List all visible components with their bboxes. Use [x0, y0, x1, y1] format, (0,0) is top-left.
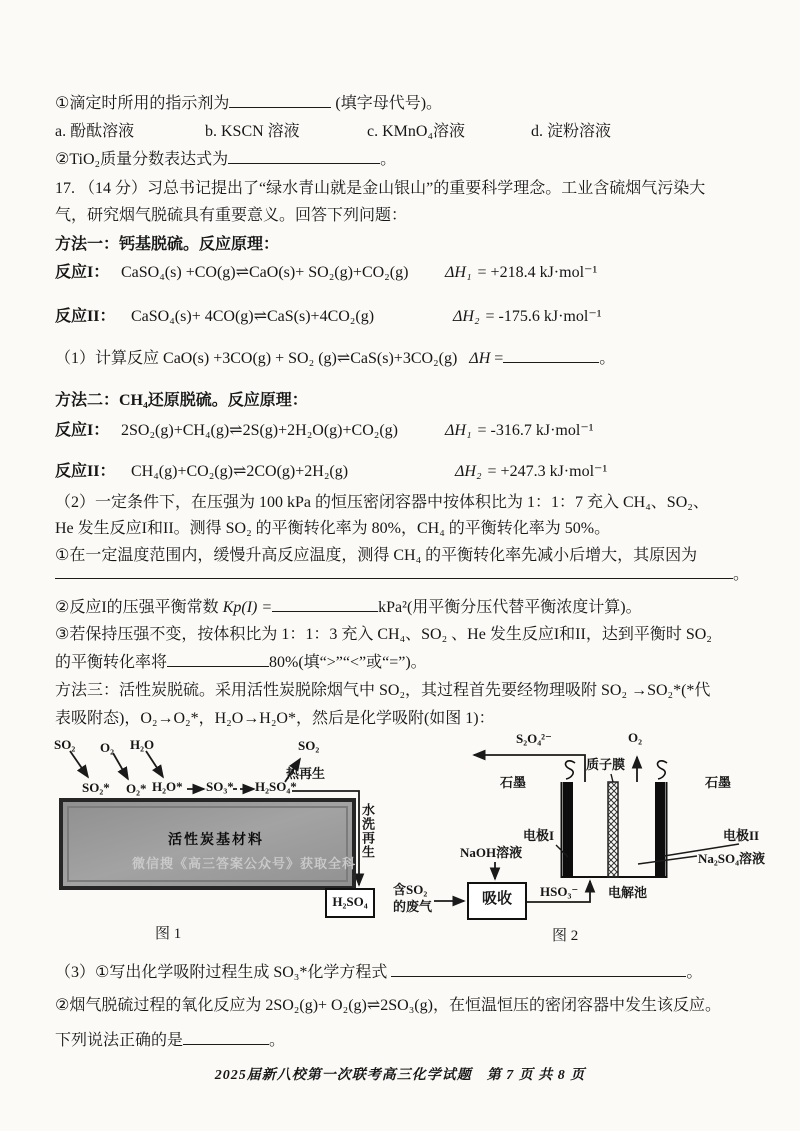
option-c: c. KMnO₄溶液: [367, 123, 466, 140]
delta-h2-value: = -175.6 kJ·mol⁻¹: [485, 308, 602, 325]
figure1-caption: 图 1: [155, 926, 182, 942]
answer-blank: [55, 564, 733, 579]
delta-h1-value: = +218.4 kJ·mol⁻¹: [477, 264, 598, 281]
proton-membrane-label: 质子膜: [586, 757, 626, 772]
figure2-electrolysis-diagram: [392, 725, 784, 958]
part2-q2-suffix: kPa²(用平衡分压代替平衡浓度计算)。: [378, 599, 642, 616]
delta-h1-value: = -316.7 kJ·mol⁻¹: [477, 422, 594, 439]
absorption-box-label: 吸收: [481, 891, 512, 907]
dithionite-product-label: S₂O₄²⁻: [516, 731, 552, 746]
answer-blank: [228, 149, 380, 164]
part2-q3-line1: ③若保持压强不变，按体积比为 1：1：3 充入 CH₄、SO₂ 、He 发生反应I和II，达到平衡时 SO₂: [55, 626, 712, 643]
graphite-left-label: 石墨: [500, 775, 527, 790]
part2-q3-prefix: 的平衡转化率将: [55, 654, 168, 671]
kp-symbol: Kp(I) =: [222, 599, 273, 616]
part3-q2: ②烟气脱硫过程的氧化反应为 2SO₂(g)+ O₂(g)⇌2SO₃(g)，在恒温恒压的密闭容器中发生该反应。: [55, 997, 721, 1014]
figure2-caption: 图 2: [552, 928, 579, 944]
part1-delta-h: ΔH: [469, 350, 491, 367]
part3-q3-prefix: 下列说法正确的是: [55, 1032, 184, 1049]
part2-q3-suffix: 80%(填“>”“<”或“=”)。: [269, 654, 427, 671]
q16-indicator-text: ①滴定时所用的指示剂为: [55, 95, 230, 112]
period: 。: [733, 566, 750, 583]
part1-equation: CaO(s) +3CO(g) + SO₂ (g)⇌CaS(s)+3CO₂(g): [163, 350, 458, 367]
reaction2-enthalpy: [453, 306, 602, 327]
o2-gas-label: O₂: [100, 740, 115, 755]
delta-h2-value: = +247.3 kJ·mol⁻¹: [487, 463, 608, 480]
part2-q2: [55, 597, 642, 618]
q16-indicator-line: [55, 93, 442, 114]
reaction2-label: 反应II：: [55, 308, 116, 325]
watermark-text: 微信搜《高三答案公众号》获取全科: [132, 856, 357, 871]
left-terminal-hook-icon: [566, 761, 575, 779]
answer-blank: [272, 597, 378, 612]
reaction2-enthalpy: [455, 461, 607, 482]
option-d: d. 淀粉溶液: [531, 123, 612, 140]
method3-line1: 方法三：活性炭脱硫。采用活性炭脱除烟气中 SO₂，其过程首先要经物理吸附 SO₂ →SO₂*(*代: [55, 682, 711, 699]
graphite-right-label: 石墨: [705, 775, 732, 790]
option-b: b. KSCN 溶液: [205, 123, 300, 140]
page-footer: 2025届新八校第一次联考高三化学试题 第 7 页 共 8 页: [214, 1068, 586, 1083]
part3-q3: [55, 1030, 285, 1051]
h2so4-product-label: H₂SO₄: [332, 894, 368, 909]
o2-product-label: O₂: [628, 730, 643, 745]
reaction2-label: 反应II：: [55, 463, 116, 480]
answer-blank: [183, 1030, 269, 1045]
reaction1-equation: CaSO₄(s) +CO(g)⇌CaO(s)+ SO₂(g)+CO₂(g): [121, 264, 409, 281]
part1-line: [55, 348, 615, 369]
so2-gas-label: SO₂: [54, 737, 76, 752]
method1-title: 方法一：钙基脱硫。反应原理：: [55, 236, 280, 253]
reaction1-enthalpy: [445, 420, 594, 441]
period: 。: [269, 1032, 286, 1049]
h2o-gas-label: H₂O: [130, 737, 155, 752]
part3-q1: [55, 962, 702, 983]
part2-q1: ①在一定温度范围内，缓慢升高反应温度，测得 CH₄ 的平衡转化率先减小后增大，其原因为: [55, 547, 698, 564]
waste-gas-label-line1: 含SO₂: [393, 882, 428, 897]
part3-q1-prefix: （3）①写出化学吸附过程生成 SO₃*化学方程式: [55, 964, 392, 981]
answer-blank: [391, 962, 686, 977]
part2-line2: He 发生反应I和II。测得 SO₂ 的平衡转化率为 80%，CH₄ 的平衡转化率为 50%。: [55, 520, 611, 537]
reaction2-equation: CaSO₄(s)+ 4CO(g)⇌CaS(s)+4CO₂(g): [131, 308, 375, 325]
electrode1-label: 电极I: [523, 828, 555, 843]
waste-gas-label-line2: 的废气: [393, 899, 433, 914]
delta-h1: ΔH₁: [445, 422, 472, 439]
answer-blank: [167, 652, 269, 667]
answer-blank: [503, 348, 599, 363]
figure1-adsorption-diagram: [40, 725, 428, 958]
so2-regenerated-label: SO₂: [298, 738, 320, 753]
method2-title: 方法二：CH₄还原脱硫。反应原理：: [55, 392, 308, 409]
option-a: a. 酚酞溶液: [55, 123, 135, 140]
h2o-adsorbed-label: H₂O*: [152, 779, 183, 794]
reaction1-label: 反应I：: [55, 422, 110, 439]
o2-adsorbed-label: O₂*: [126, 781, 147, 796]
method1-reaction1: [55, 262, 755, 283]
electrolysis-cell-label: 电解池: [608, 885, 648, 900]
activated-carbon-label: 活性炭基材料: [168, 833, 264, 848]
method2-reaction1: [55, 420, 755, 441]
q16-tio2-suffix: 。: [380, 151, 397, 168]
electrode2-label: 电极II: [723, 828, 760, 843]
part2-line1: （2）一定条件下，在压强为 100 kPa 的恒压密闭容器中按体积比为 1：1：7 充入 CH₄、SO₂、: [55, 494, 709, 511]
q16-tio2-text: ②TiO₂质量分数表达式为: [55, 151, 229, 168]
period: 。: [686, 964, 703, 981]
part2-q1-answer-line: [55, 564, 749, 585]
delta-h2: ΔH₂: [453, 308, 480, 325]
delta-h1: ΔH₁: [445, 264, 472, 281]
h2so4-adsorbed-label: H₂SO₄*: [255, 779, 297, 794]
q17-intro-line2: 气，研究烟气脱硫具有重要意义。回答下列问题：: [55, 207, 408, 224]
part1-period: 。: [599, 350, 616, 367]
part1-prefix: （1）计算反应: [55, 350, 164, 367]
part2-q2-prefix: ②反应I的压强平衡常数: [55, 599, 223, 616]
so3-adsorbed-label: SO₃*: [206, 779, 234, 794]
answer-blank: [229, 93, 331, 108]
na2so4-solution-label: Na₂SO₄溶液: [698, 851, 766, 866]
reaction1-equation: 2SO₂(g)+CH₄(g)⇌2S(g)+2H₂O(g)+CO₂(g): [121, 422, 398, 439]
q16-tio2-line: [55, 149, 396, 170]
method2-reaction2: [55, 461, 755, 482]
q16-indicator-suffix: (填字母代号)。: [331, 95, 443, 112]
q17-intro-line1: 17. （14 分）习总书记提出了“绿水青山就是金山银山”的重要科学理念。工业含硫烟气污染大: [55, 180, 706, 197]
right-terminal-hook-icon: [658, 761, 667, 779]
reaction2-equation: CH₄(g)+CO₂(g)⇌2CO(g)+2H₂(g): [131, 463, 349, 480]
delta-h2: ΔH₂: [455, 463, 482, 480]
bisulfite-label: HSO₃⁻: [540, 884, 579, 899]
part1-equals: =: [490, 350, 504, 367]
water-wash-regeneration-label: 水洗再生: [360, 803, 375, 859]
so2-adsorbed-label: SO₂*: [82, 780, 110, 795]
naoh-solution-label: NaOH溶液: [460, 845, 523, 860]
method1-reaction2: [55, 306, 755, 327]
method3-line2: 表吸附态)，O₂→O₂*，H₂O→H₂O*，然后是化学吸附(如图 1)：: [55, 710, 495, 727]
part2-q3-line2: [55, 652, 427, 673]
thermal-regeneration-label: 热再生: [286, 766, 326, 781]
reaction1-label: 反应I：: [55, 264, 110, 281]
reaction1-enthalpy: [445, 262, 597, 283]
